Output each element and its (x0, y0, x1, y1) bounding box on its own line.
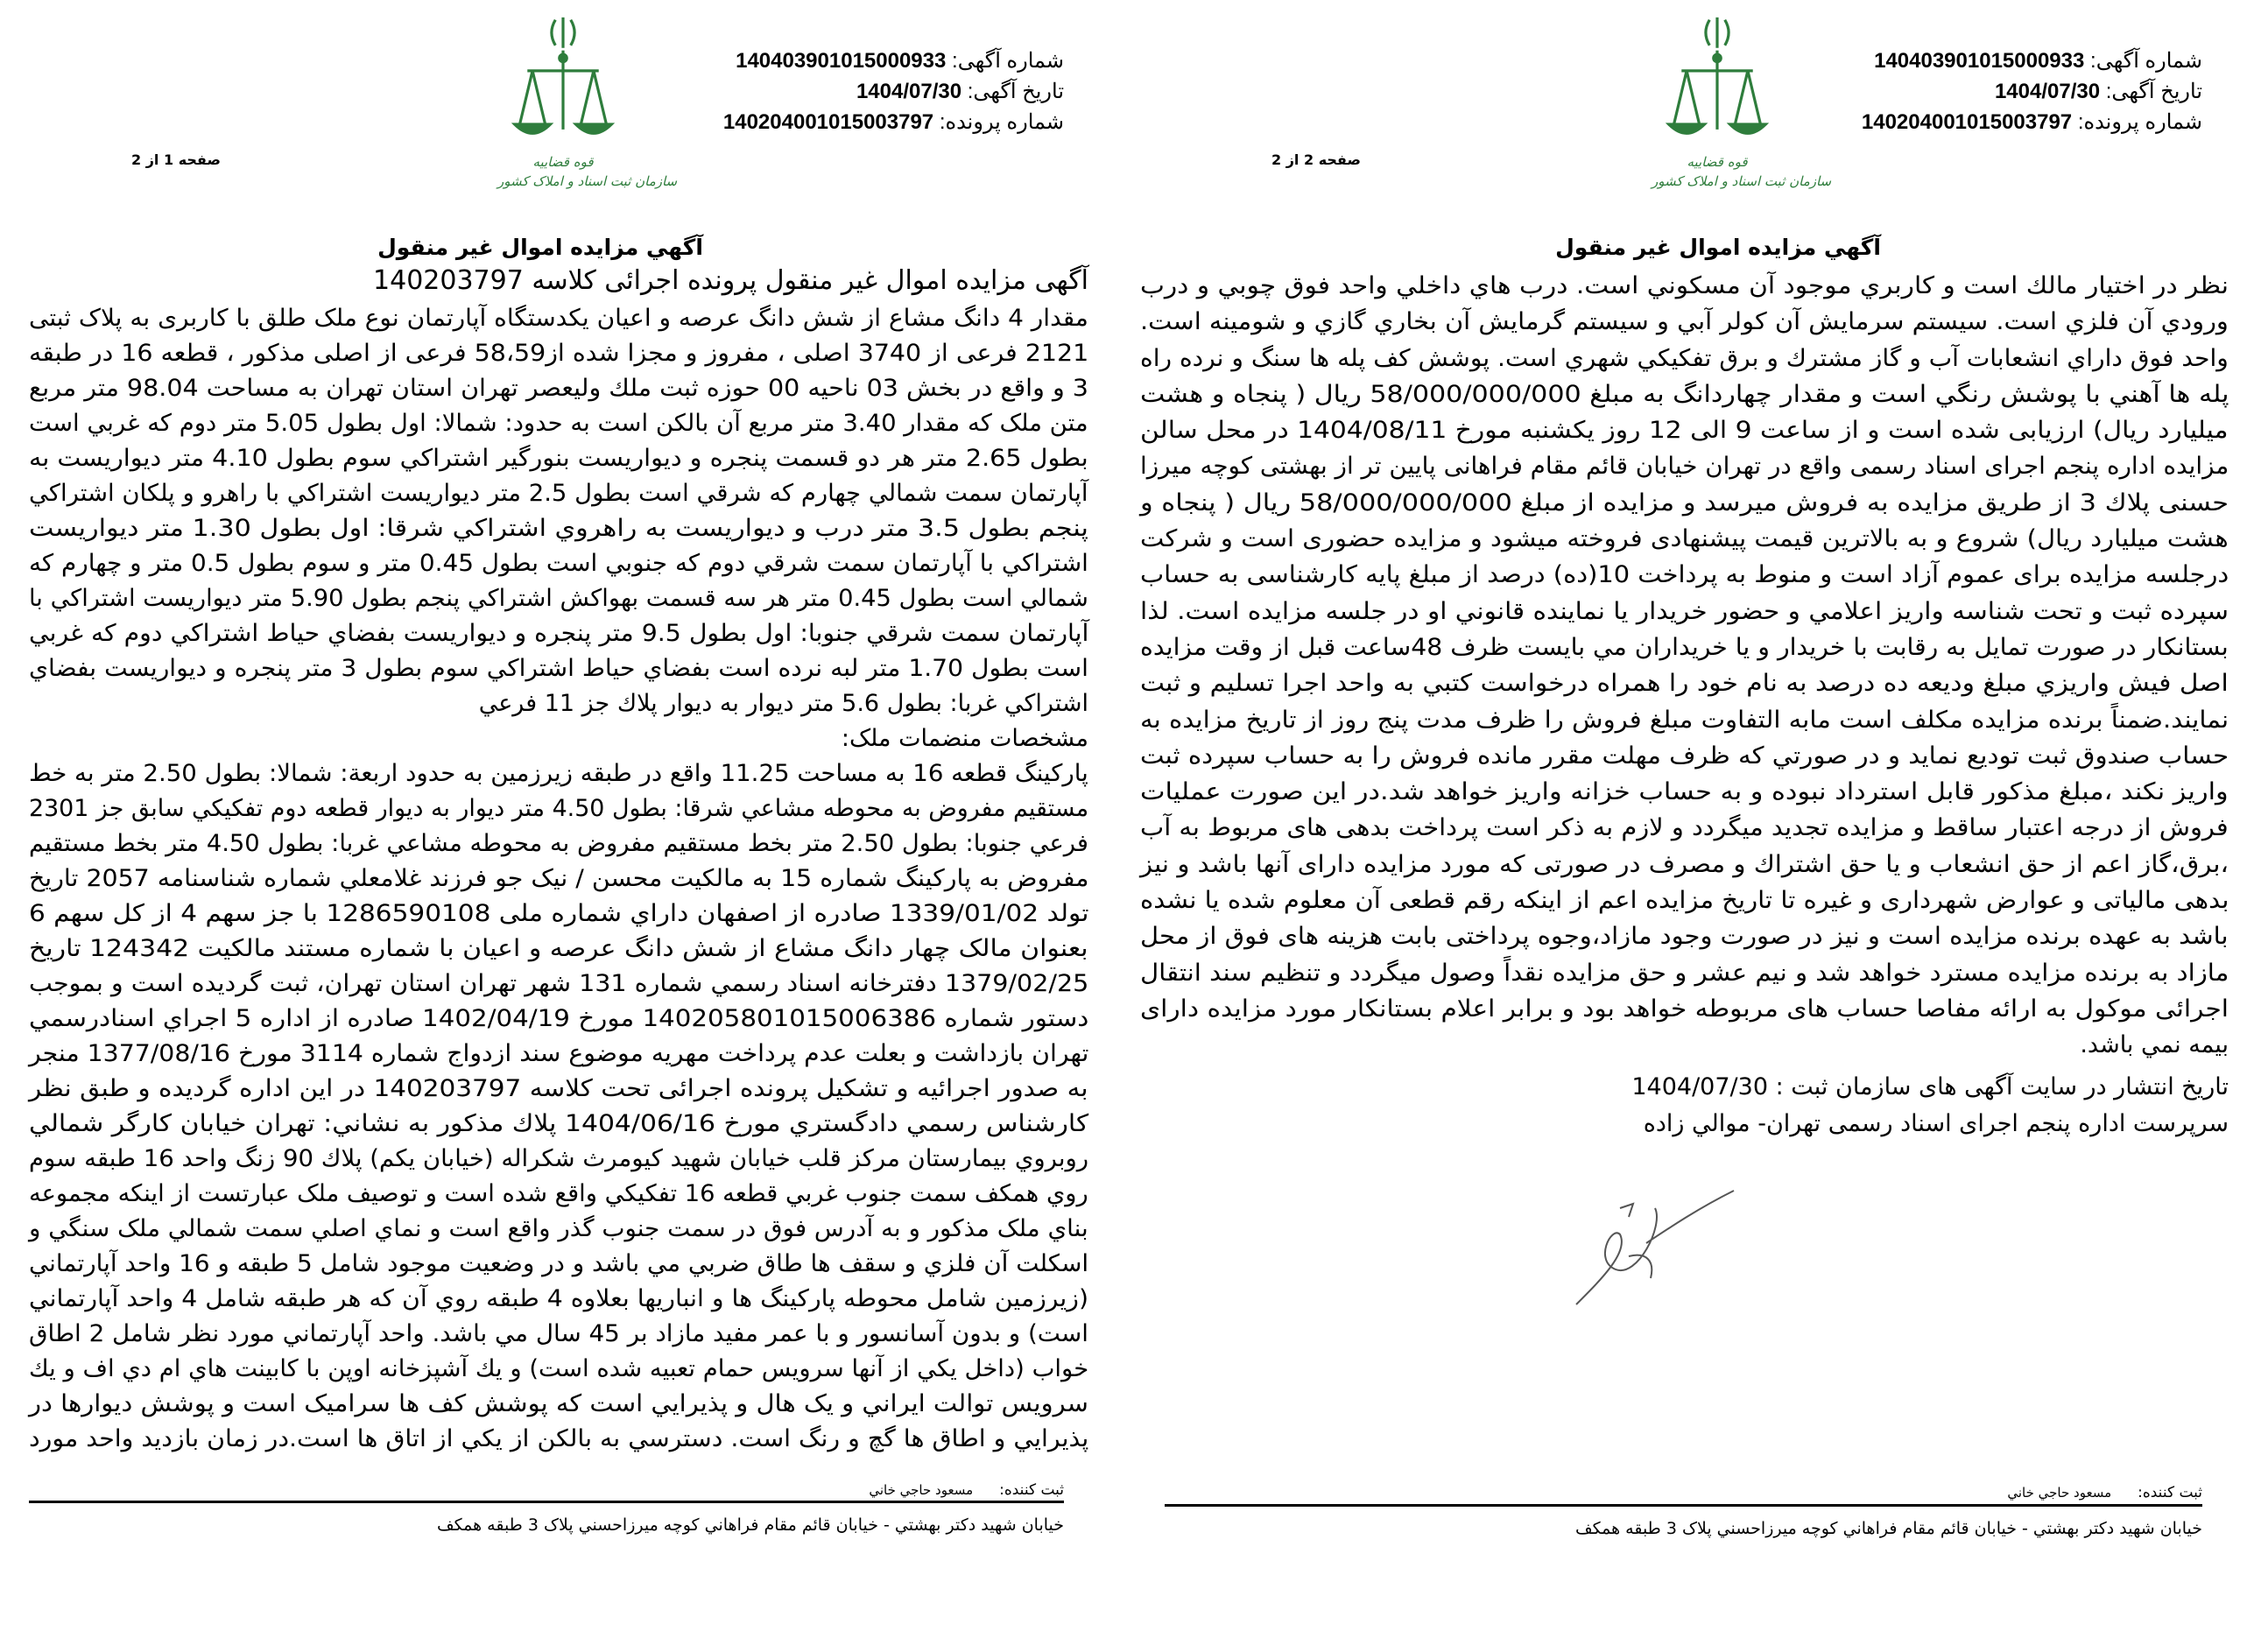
logo-text-top: قوه قضاییه (1687, 154, 1748, 170)
body-line (1140, 918, 2229, 954)
body-line (29, 861, 1088, 896)
body-line (1140, 847, 2229, 882)
notice-title: آگهي مزايده اموال غير منقول (377, 235, 703, 260)
case-number-label: شماره پرونده: (939, 110, 1064, 134)
body-line-text: بيمه نمي باشد. (2080, 1031, 2229, 1059)
page-1 (0, 0, 1130, 1638)
body-line-text: (زيرزمين شامل محوطه پاركينگ ها و انباريها بعلاوه 4 طبقه روي آن كه هر طبقه شامل 4 واحد آپارتماني (28, 1285, 1088, 1312)
signature (1567, 1173, 1743, 1313)
body-line-text: مفروض به پاركينگ شماره 15 به مالکیت محسن / نیک جو فرزند غلامعلي شماره شناسنامه 2057 تاريخ (28, 865, 1088, 892)
body-line-text: بعنوان مالک چهار دانگ مشاع از شش دانگ عرصه و اعیان با شماره مستند مالکیت 124342 تاريخ (29, 935, 1088, 962)
body-line-text: بناي ملک مذكور و به آدرس فوق در سمت جنوب گذر واقع است و نماي اصلي سمت شمالي ملک سنگي و (29, 1215, 1088, 1242)
body-line-text: مستقيم مفروض به محوطه مشاعي شرقا: بطول 4.50 متر ديوار به ديوار قطعه دوم تفكيكي سابق جز 2301 (28, 795, 1088, 822)
body-line-text: تولد 1339/01/02 صادره از اصفهان داراي شماره ملی 1286590108 با جز سهم 4 از کل سهم 6 (28, 900, 1088, 927)
body-line-text: 3 و واقع در بخش 03 ناحیه 00 حوزه ثبت ملك وليعصر تهران استان تهران به مساحت 98.04 متر مربع (29, 375, 1088, 402)
notice-meta (1862, 46, 2202, 137)
body-line-text: به صدور اجرائيه و تشكيل پرونده اجرائی تحت كلاسه 140203797 در اين اداره گرديده و طبق نظر (29, 1075, 1088, 1102)
body-line (1140, 521, 2229, 557)
body-line (29, 686, 1088, 721)
body-line-text: واريز نكند ،مبلغ مذكور قابل استرداد نبوده و به حساب خزانه واريز خواهد شد.در اين صورت عمليات (1140, 778, 2229, 806)
notice-number-label: شماره آگهی: (2090, 49, 2202, 73)
footer-divider (29, 1501, 1064, 1503)
scales-of-justice-icon (497, 12, 629, 152)
notice-subtitle: آگهی مزایده اموال غیر منقول پرونده اجرائی کلاسه 140203797 (373, 265, 1088, 296)
notice-date: 1404/07/30 (856, 80, 962, 103)
body-line (29, 1072, 1088, 1107)
notice-number: 140403901015000933 (1874, 49, 2085, 73)
body-line (29, 371, 1088, 406)
body-line (29, 1177, 1088, 1212)
body-line (29, 476, 1088, 511)
body-line (29, 721, 1088, 756)
body-line (29, 651, 1088, 686)
body-line-text: سرويس توالت ايراني و يک هال و پذيرايي است كه پوشش كف ها سراميک است و پوشش ديوارها در (29, 1390, 1088, 1417)
office-address: خيابان شهيد دكتر بهشتي - خيابان قائم مقام فراهاني كوچه ميرزاحسني پلاک 3 طبقه همكف (436, 1515, 1064, 1535)
body-line-text: حساب صندوق ثبت توديع نمايد و در صورتي كه ظرف مهلت مقرر مانده فروش را به حساب سپرده ثبت (1139, 742, 2229, 770)
body-line (1140, 557, 2229, 593)
body-line (29, 546, 1088, 581)
notice-date: 1404/07/30 (1994, 80, 2101, 103)
body-line (1140, 1027, 2229, 1063)
body-line-text: است بطول 1.70 متر لبه نرده است بفضاي حياط اشتراكي سوم بطول 3 متر پنجره و ديواريست بفضاي (29, 655, 1088, 682)
body-line-text: پاركينگ قطعه 16 به مساحت 11.25 واقع در طبقه زيرزمين به حدود اربعة: شمالا: بطول 2.50 متر به خط (29, 760, 1088, 787)
body-line-text: بدهی مالياتی و عوارض شهرداری و غيره تا تاريخ مزايده اعم از اينكه رقم قطعی آن معلوم شده يا نشده (1139, 887, 2229, 915)
body-line (1140, 991, 2229, 1027)
logo-text-bottom: سازمان ثبت اسناد و املاک کشور (1652, 173, 1832, 189)
notice-meta (723, 46, 1064, 137)
body-line (29, 826, 1088, 861)
publish-date-line: تاريخ انتشار در سايت آگهی های سازمان ثبت : 1404/07/30 (1631, 1073, 2229, 1100)
body-line (29, 1212, 1088, 1247)
body-line-text: كارشناس رسمي دادگستري مورخ 1404/06/16 پلاك مذكور به نشاني: تهران خيابان كارگر شمالي (28, 1110, 1088, 1137)
body-line-text: روي همكف سمت جنوب غربي قطعه 16 تفكيكي واقع شده است و توصيف ملک عبارتست از اينكه مجموعه (29, 1180, 1088, 1207)
body-line-text: بطول 2.65 متر هر دو قسمت پنجره و ديواريست بنورگير اشتراكي سوم بطول 4.10 متر ديواريست به (29, 445, 1088, 472)
footer-divider (1165, 1504, 2202, 1507)
body-line-text: فرعي جنوبا: بطول 2.50 متر بخط مستقيم مفروض به محوطه مشاعي غربا: بطول 4.50 متر بخط مستقيم (29, 830, 1088, 857)
case-number: 140204001015003797 (1861, 110, 2073, 134)
body-line-text: اشتراكي با آپارتمان سمت شرقي دوم كه جنوبي است بطول 0.45 متر و سوم بطول 0.5 متر و چهارم كه (29, 550, 1088, 577)
body-line (1140, 376, 2229, 412)
judiciary-logo (1652, 12, 1832, 196)
body-line (29, 301, 1088, 336)
body-line (29, 616, 1088, 651)
body-line (29, 896, 1088, 931)
body-line-text: شمالي است بطول 0.45 متر هر سه قسمت بهواكش اشتراكي پنجم بطول 5.90 متر ديواريست اشتراكي با (29, 585, 1088, 612)
judiciary-logo (497, 12, 678, 196)
registrar-name: مسعود حاجي خاني (2007, 1485, 2112, 1501)
supervisor-line: سرپرست اداره پنجم اجرای اسناد رسمی تهران- موالي زاده (1643, 1110, 2229, 1137)
body-line-text: خواب (داخل يكي از آنها سرويس حمام تعبيه شده است) و يك آشپزخانه اوپن با كابينت هاي ام دي اف و يك (28, 1355, 1088, 1382)
body-line (29, 1002, 1088, 1037)
body-line (1140, 629, 2229, 665)
body-line-text: مقدار 4 دانگ مشاع از شش دانگ عرصه و اعیان یکدستگاه آپارتمان نوع ملک طلق با کاربری به پلاک ثبتی (29, 305, 1088, 332)
body-line (29, 581, 1088, 616)
body-line (1140, 485, 2229, 521)
body-line (1140, 882, 2229, 918)
body-line (29, 1107, 1088, 1142)
body-line (1140, 665, 2229, 701)
body-line (29, 1387, 1088, 1422)
body-line-text: مزايده اداره پنجم اجرای اسناد رسمی واقع در تهران خيابان قائم مقام فراهانی پايين تر از بهشتی كوچه ميرزا (1139, 453, 2229, 481)
body-line-text: سپرده ثبت و تحت شناسه واريز اعلامي و حضور خريدار يا نماينده قانوني او در جلسه مزايده است. لذا (1139, 597, 2229, 625)
registrar (869, 1481, 1064, 1499)
body-line (29, 1352, 1088, 1387)
body-line (29, 756, 1088, 791)
registrar (2007, 1484, 2202, 1501)
body-line-text: مازاد به برنده مزايده مسترد خواهد شد و نيم عشر و حق مزايده نقداً وصول ميگردد و تنظيم سند انتقال (1139, 959, 2229, 987)
body-line-text: 2121 فرعی از 3740 اصلی ، مفروز و مجزا شده از58،59 فرعی از اصلی مذکور ، قطعه 16 در طبقه (28, 340, 1088, 367)
registrar-name: مسعود حاجي خاني (869, 1482, 974, 1498)
body-line-text: 1379/02/25 دفترخانه اسناد رسمي شماره 131 شهر تهران استان تهران، ثبت گرديده است و بموجب (28, 970, 1088, 997)
body-line (29, 1282, 1088, 1317)
body-line (29, 791, 1088, 826)
body-line-text: اصل فيش واريزي مبلغ وديعه ده درصد به نام خود را همراه درخواست كتبي به واحد اجرا تسليم و ثبت (1140, 670, 2229, 698)
scales-of-justice-icon (1652, 12, 1783, 152)
notice-number: 140403901015000933 (736, 49, 947, 73)
body-line (1140, 341, 2229, 376)
notice-title: آگهي مزايده اموال غير منقول (1555, 235, 1881, 260)
case-number: 140204001015003797 (722, 110, 934, 134)
body-line-text: حسنی پلاك 3 از طريق مزايده به فروش ميرسد و مزايده از مبلغ 58/000/000/000 ريال ( پنجاه و (1139, 489, 2229, 517)
body-line (29, 406, 1088, 441)
body-line-text: نمايند.ضمناً برنده مزايده مكلف است مابه التفاوت مبلغ فروش را ظرف مدت پنج روز از تاريخ مزايده به (1139, 706, 2229, 734)
body-line (1140, 412, 2229, 448)
body-line-text: نظر در اختيار مالك است و كاربري موجود آن مسكوني است. درب هاي داخلي واحد فوق چوبي و درب (1139, 272, 2229, 299)
body-line-text: واحد فوق داراي انشعابات آب و گاز مشترك و برق تفكيكي شهري است. پوشش كف پله ها سنگ و نرده راه (1140, 344, 2229, 372)
body-line-text: ميليارد ريال) ارزيابی شده است و از ساعت 9 الی 12 روز يكشنبه مورخ 1404/08/11 در محل سالن (1140, 417, 2229, 445)
notice-body (1140, 268, 2229, 1064)
page-number: صفحه 2 از 2 (1271, 151, 1361, 168)
notice-number-label: شماره آگهی: (952, 49, 1064, 73)
body-line-text: پذيرايي و اطاق ها گچ و رنگ است. دسترسي به بالكن از يكي از اتاق ها است.در زمان بازديد واحد مورد (28, 1425, 1088, 1452)
body-line-text: تهران بازداشت و بعلت عدم پرداخت مهريه موضوع سند ازدواج شماره 3114 مورخ 1377/08/16 منجر (28, 1040, 1088, 1067)
body-line-text: متن ملک که مقدار 3.40 متر مربع آن بالکن است به حدود: شمالا: اول بطول 5.05 متر دوم که غربي است (29, 410, 1088, 437)
body-line (1140, 702, 2229, 738)
body-line (29, 967, 1088, 1002)
body-line (29, 441, 1088, 476)
body-line-text: درجلسه مزايده برای عموم آزاد است و منوط به پرداخت 10(ده) درصد از مبلغ پايه كارشناسی به حساب (1139, 561, 2229, 589)
body-line (1140, 594, 2229, 629)
body-line (1140, 738, 2229, 774)
body-line-text: ورودي آن فلزي است. سيستم سرمايش آن كولر آبي و سيستم گرمايش آن بخاري گازي و شومينه است. (1140, 308, 2229, 336)
body-line-text: روبروي بيمارستان مركز قلب خيابان شهيد كيومرث شكراله (خيابان يكم) پلاك 90 زنگ واحد 16 طبقه سوم (28, 1145, 1088, 1172)
body-line-text: مشخصات منضمات ملک: (841, 725, 1088, 752)
body-line-text: است) و بدون آسانسور و با عمر مفيد مازاد بر 45 سال مي باشد. واحد آپارتماني مورد نظر شامل 2 اطاق (29, 1320, 1088, 1347)
notice-date-label: تاریخ آگهی: (967, 80, 1064, 103)
body-line (29, 1037, 1088, 1072)
body-line-text: آپارتمان سمت شمالي چهارم كه شرقي است بطول 2.5 متر ديواريست اشتراكي با راهرو و پلكان اشتراكي (29, 480, 1088, 507)
body-line (1140, 810, 2229, 846)
body-line-text: پنجم بطول 3.5 متر درب و ديواريست به راهروي اشتراكي شرقا: اول بطول 1.30 متر ديواريست (29, 515, 1088, 542)
body-line-text: اسكلت آن فلزي و سقف ها طاق ضربي مي باشد و در وضعيت موجود شامل 5 طبقه و 16 واحد آپارتماني (28, 1250, 1089, 1277)
logo-text-top: قوه قضاییه (532, 154, 594, 170)
registrar-label: ثبت کننده: (999, 1481, 1064, 1499)
body-line-text: هشت ميليارد ريال) شروع و به بالاترين قيمت پيشنهادی فروخته ميشود و مزايده حضوری است و شركت (1140, 525, 2229, 553)
body-line (1140, 955, 2229, 991)
body-line-text: اجرائی موكول به ارائه مفاصا حساب های مربوطه خواهد بود و برابر اعلام بستانكار مورد مزايده دارای (1140, 995, 2229, 1023)
body-line (29, 1422, 1088, 1457)
notice-date-label: تاریخ آگهی: (2105, 80, 2202, 103)
body-line (29, 931, 1088, 967)
office-address: خيابان شهيد دكتر بهشتي - خيابان قائم مقام فراهاني كوچه ميرزاحسني پلاک 3 طبقه همكف (1574, 1519, 2202, 1538)
body-line-text: بستانكار در صورت تمايل به رقابت با خريدار و يا خريداران مي بايست ظرف 48ساعت قبل از وقت مزايده (1140, 633, 2229, 661)
body-line-text: دستور شماره 140205801015006386 مورخ 1402/04/19 صادره از اداره 5 اجراي اسنادرسمي (28, 1005, 1088, 1032)
body-line (29, 511, 1088, 546)
body-line (29, 1247, 1088, 1282)
notice-body (29, 301, 1088, 1457)
body-line (29, 336, 1088, 371)
body-line (29, 1317, 1088, 1352)
page-2 (1130, 0, 2268, 1638)
body-line-text: اشتراكي غربا: بطول 5.6 متر ديوار به ديوار پلاك جز 11 فرعي (478, 690, 1088, 717)
registrar-label: ثبت کننده: (2138, 1484, 2202, 1501)
body-line (1140, 774, 2229, 810)
page-number: صفحه 1 از 2 (131, 151, 221, 168)
body-line-text: آپارتمان سمت شرقي جنوبا: اول بطول 9.5 متر پنجره و ديواريست بفضاي حياط اشتراكي دوم كه غربي (28, 620, 1088, 647)
logo-text-bottom: سازمان ثبت اسناد و املاک کشور (497, 173, 678, 189)
body-line-text: ،برق،گاز اعم از حق انشعاب و يا حق اشتراك و مصرف در صورتی كه مورد مزايده دارای آنها باشد و نيز (1140, 850, 2229, 878)
body-line-text: پله ها آهني با پوشش رنگي است و مقدار چهاردانگ به مبلغ 58/000/000/000 ريال ( پنجاه و هشت (1139, 380, 2229, 408)
case-number-label: شماره پرونده: (2077, 110, 2202, 134)
body-line (1140, 304, 2229, 340)
body-line (1140, 448, 2229, 484)
body-line (29, 1142, 1088, 1177)
body-line-text: باشد به عهده برنده مزايده است و نيز در صورت وجود مازاد،وجوه پرداختی بابت هزينه های فوق از محل (1140, 923, 2229, 951)
body-line-text: فروش از درجه اعتبار ساقط و مزايده تجديد ميگردد و لازم به ذكر است پرداخت بدهی های مربوط به آب (1140, 814, 2229, 842)
body-line (1140, 268, 2229, 304)
